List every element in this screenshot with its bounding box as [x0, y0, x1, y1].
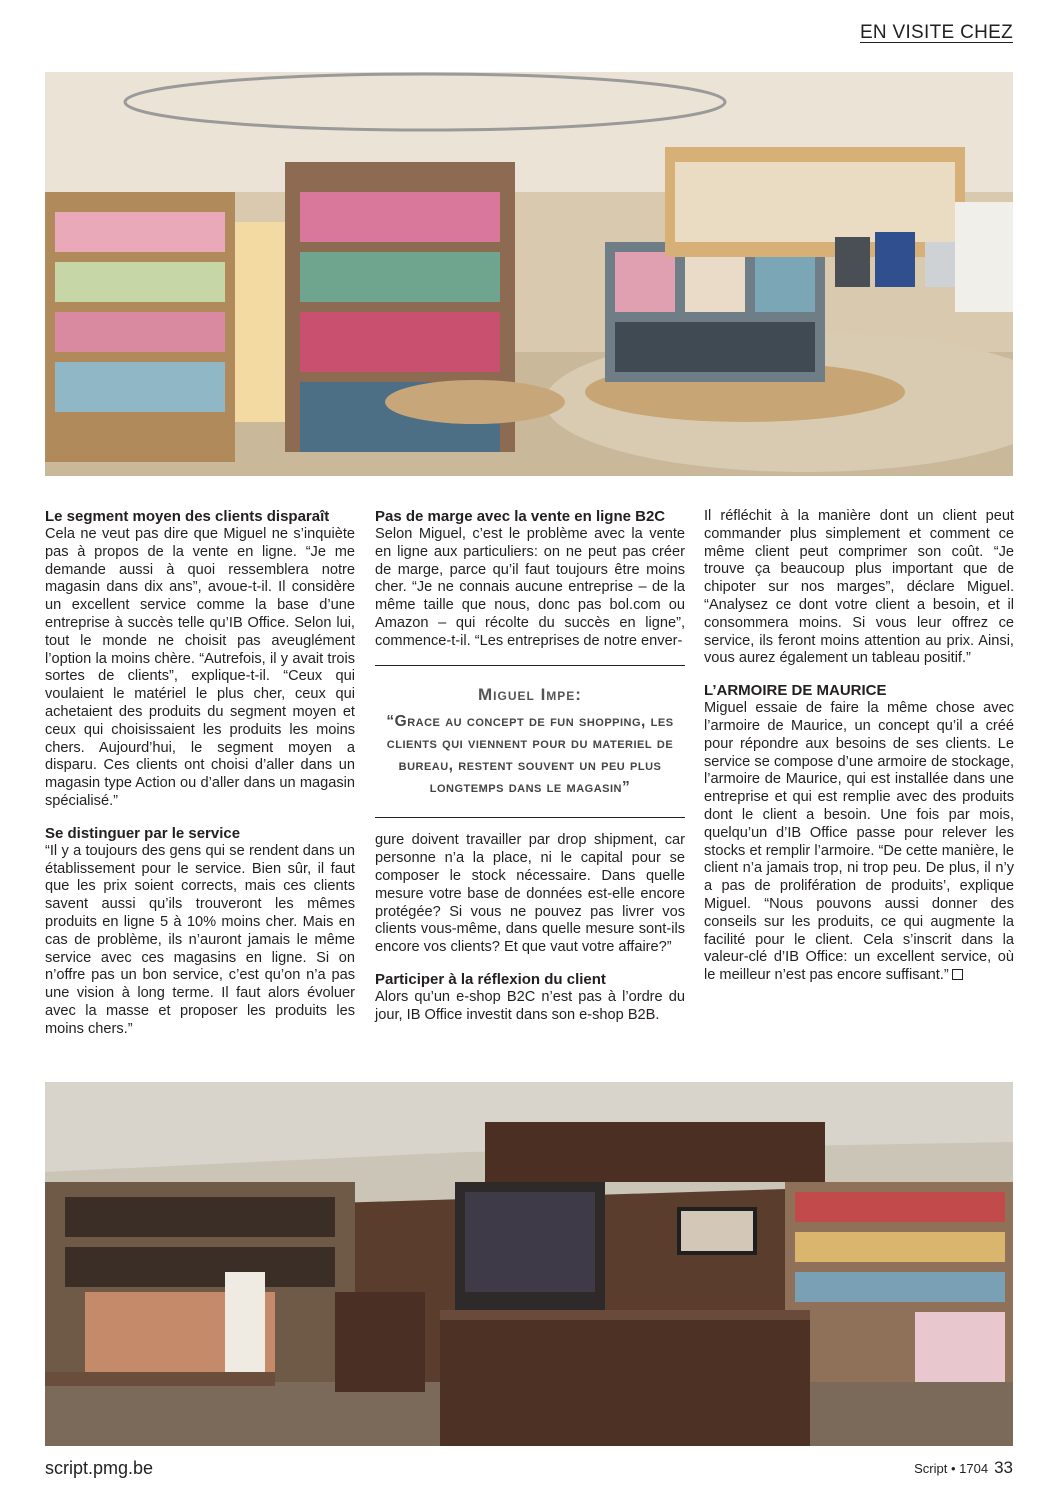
quote-author: Miguel Impe:	[478, 684, 582, 704]
subheading-marge: Pas de marge avec la vente en ligne B2C	[375, 508, 666, 525]
paragraph-armoire-text: Miguel essaie de faire la même chose avec l’armoire de Maurice, un concept qu’il a créé pour répondre aux besoins de ses clients. Le service se compose d’une armoire de stockage, l’armoire de Maurice, qui est installée dans une entreprise et qui est remplie avec des produits dont le client a besoin. Une fois par mois, quelqu’un d’IB Office passe pour relever les stocks et remplir l’armoire. “De cette manière, le client n’a jamais trop, ni trop peu. De plus, il n’y a pas de prolifération de produits’, explique Miguel. “Nous pouvons aussi donner des conseils sur les produits, ce qui augmente la facilité pour le client. Cela s’inscrit dans la valeur-clé d’IB Office: un excellent service, où le meilleur n’est pas encore suffisant.”	[704, 700, 1014, 984]
store-interior-photo	[45, 72, 1013, 476]
article-column-1	[45, 508, 355, 1053]
page-number: 33	[994, 1458, 1013, 1477]
article-column-2	[375, 508, 685, 1039]
quote-text: “Grace au concept de fun shopping, les clients qui viennent pour du materiel de bureau, restent souvent un peu plus longtemps dans le magasin”	[386, 713, 674, 797]
end-mark-icon	[952, 969, 963, 980]
issue-label: Script • 1704	[914, 1461, 989, 1476]
subheading-armoire: L’ARMOIRE DE MAURICE	[704, 682, 887, 700]
subheading-service: Se distinguer par le service	[45, 824, 241, 842]
paragraph-service: “Il y a toujours des gens qui se rendent dans un établissement pour le service. Bien sûr, il faut que les prix soient corrects, mais ces clients savent aussi qu’ils trouveront les mêmes produits en ligne 5 à 10% moins cher. Mais en cas de problème, ils n’auront jamais le même service avec ces magasins en ligne. Si on n’offre pas un bon service, c’est qu’on n’a pas une vision à long terme. Il faut alors évoluer avec la masse et proposer les produits les moins chers.”	[45, 842, 355, 1037]
pull-quote	[375, 665, 685, 819]
paragraph-armoire	[704, 700, 1014, 985]
paragraph-client: Il réfléchit à la manière dont un client peut commander plus simplement et comment ce même client peut comprimer son coût. “Je trouve ça beaucoup plus important que de chipoter sur nos marges”, déclare Miguel. “Analysez ce dont votre client a besoin, et il consommera moins. Si vous leur offrez ce service, ils feront moins attention au prix. Ainsi, vous aurez également un tableau positif.”	[704, 508, 1014, 667]
footer-website: script.pmg.be	[45, 1458, 154, 1478]
subheading-reflexion: Participer à la réflexion du client	[375, 970, 606, 988]
paragraph-marge: Selon Miguel, c’est le problème avec la vente en ligne aux particuliers: on ne peut pas créer de marge, parce qu’il faut toujours être moins cher. “Je ne connais aucune entreprise – de la même taille que nous, donc pas bol.com ou Amazon – qui récolte du succès en ligne”, commence-t-il. “Les entreprises de notre enver-	[375, 526, 685, 649]
section-header: EN VISITE CHEZ	[859, 22, 1013, 43]
article-column-3	[704, 508, 1014, 999]
subheading-segment: Le segment moyen des clients disparaît	[45, 508, 330, 525]
paragraph-reflexion: Alors qu’un e-shop B2C n’est pas à l’ordre du jour, IB Office investit dans son e-shop B2B.	[375, 988, 685, 1023]
store-counter-photo	[45, 1082, 1013, 1446]
paragraph-segment: Cela ne veut pas dire que Miguel ne s’inquiète pas à propos de la vente en ligne. “Je me demande aussi à quoi ressemblera notre magasin dans dix ans”, avoue-t-il. Il considère un excellent service comme la base d’une entreprise à succès telle qu’IB Office. Selon lui, tout le monde ne choisit pas aveuglément l’option la moins chère. “Autrefois, il y avait trois sortes de clients”, explique-t-il. “Ceux qui voulaient le matériel le plus cher, ceux qui achetaient des produits du segment moyen et ceux qui choisissaient les produits les moins chers. Aujourd’hui, le segment moyen a disparu. Ces clients ont choisi d’aller dans un magasin type Action ou d’aller dans un magasin spécialisé.”	[45, 526, 355, 809]
paragraph-dropshipment: gure doivent travailler par drop shipment, car personne n’a la place, ni le capital pour se composer le stock nécessaire. Dans quelle mesure votre base de données est-elle encore protégée? Si vous ne pouvez pas livrer vos clients vous-même, dans quelle mesure sont-ils encore vos clients? Et que vaut votre affaire?”	[375, 832, 685, 956]
footer-page-info	[914, 1458, 1013, 1478]
